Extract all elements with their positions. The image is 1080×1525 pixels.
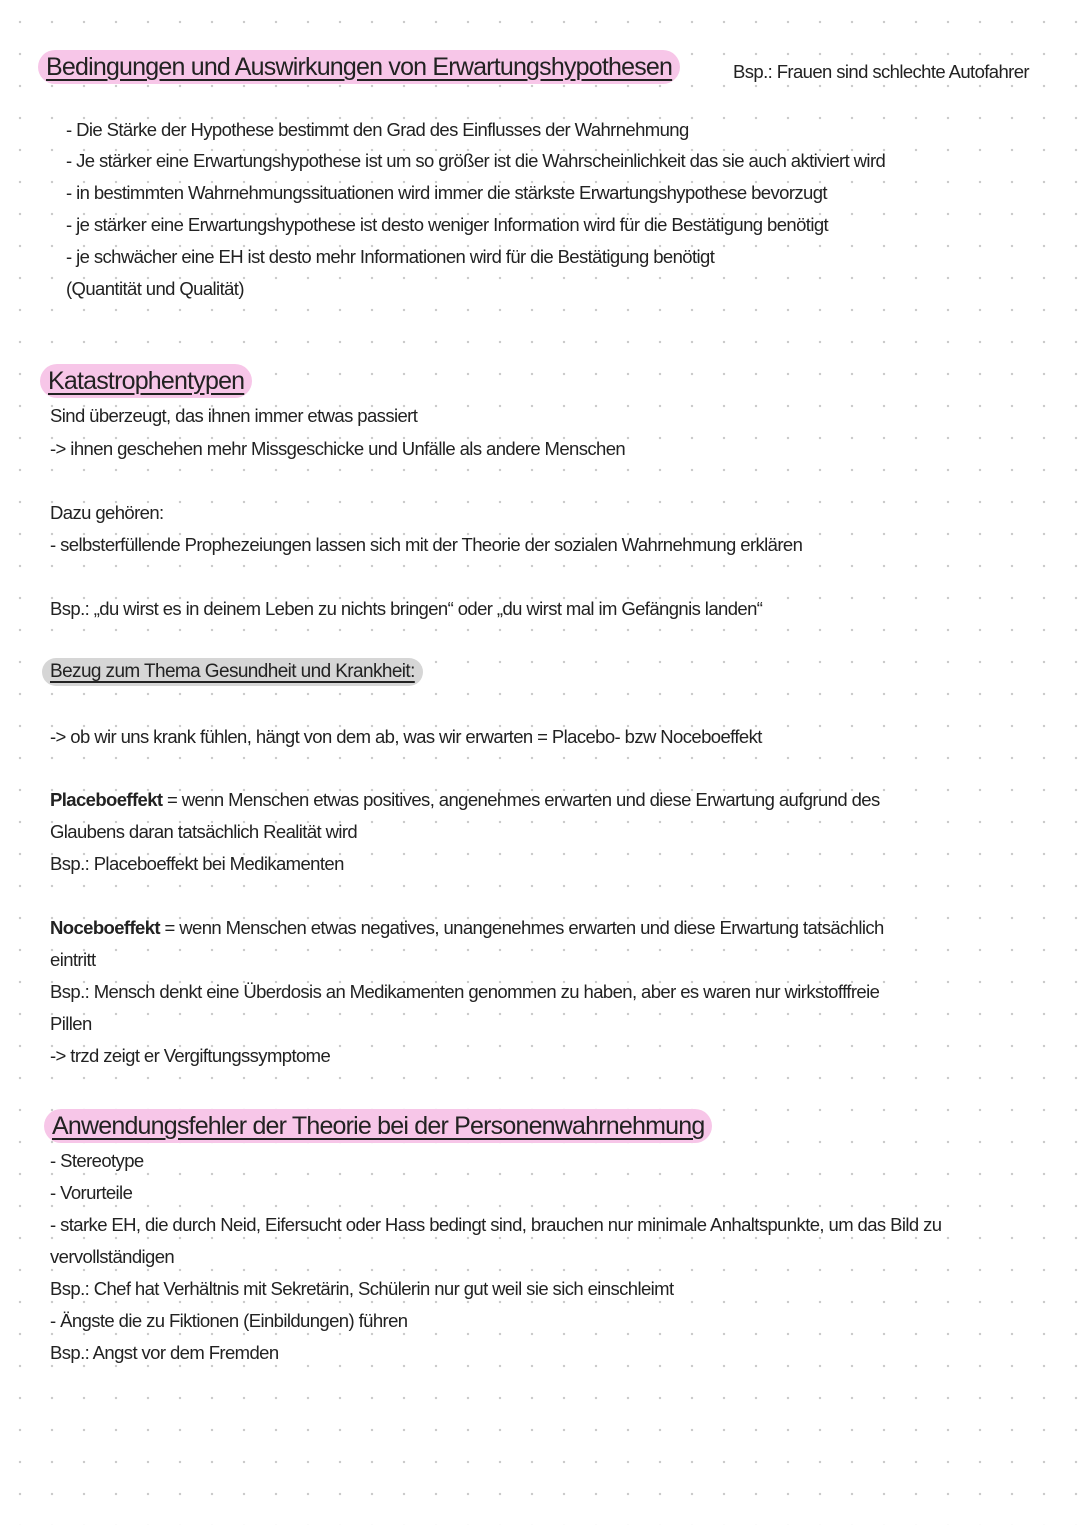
nocebo-definition bbox=[50, 914, 884, 942]
list-item: - je schwächer eine EH ist desto mehr Informationen wird für die Bestätigung benötigt bbox=[66, 246, 715, 267]
text-line: Glaubens daran tatsächlich Realität wird bbox=[50, 821, 358, 842]
list-item: - Vorurteile bbox=[50, 1182, 133, 1203]
list-item: - Stereotype bbox=[50, 1150, 144, 1171]
text-line: Dazu gehören: bbox=[50, 502, 164, 523]
list-item: - Je stärker eine Erwartungshypothese ist um so größer ist die Wahrscheinlichkeit das sie auch aktiviert wird bbox=[66, 150, 886, 171]
text-line: Bsp.: Placeboeffekt bei Medikamenten bbox=[50, 853, 344, 874]
placebo-term: Placeboeffekt bbox=[50, 789, 163, 810]
heading-bedingungen: Bedingungen und Auswirkungen von Erwartungshypothesen bbox=[38, 50, 680, 84]
heading-anwendungsfehler: Anwendungsfehler der Theorie bei der Personenwahrnehmung bbox=[44, 1109, 712, 1143]
text-line: Bsp.: Mensch denkt eine Überdosis an Medikamenten genommen zu haben, aber es waren nur wirkstofffreie bbox=[50, 981, 880, 1002]
text-line: vervollständigen bbox=[50, 1246, 175, 1267]
definition-text: = wenn Menschen etwas negatives, unangenehmes erwarten und diese Erwartung tatsächlich bbox=[160, 917, 884, 938]
subheading-gesundheit: Bezug zum Thema Gesundheit und Krankheit: bbox=[42, 658, 423, 686]
text-line: Pillen bbox=[50, 1013, 92, 1034]
list-item: - Die Stärke der Hypothese bestimmt den Grad des Einflusses der Wahrnehmung bbox=[66, 119, 689, 140]
text-line: eintritt bbox=[50, 949, 96, 970]
list-item: - Ängste die zu Fiktionen (Einbildungen) führen bbox=[50, 1310, 408, 1331]
text-line: -> ob wir uns krank fühlen, hängt von dem ab, was wir erwarten = Placebo- bzw Noceboeffekt bbox=[50, 726, 762, 747]
list-item: (Quantität und Qualität) bbox=[66, 278, 244, 299]
heading-katastrophentypen: Katastrophentypen bbox=[40, 364, 252, 398]
list-item: - in bestimmten Wahrnehmungssituationen wird immer die stärkste Erwartungshypothese bevorzugt bbox=[66, 182, 827, 203]
text-line: Bsp.: Angst vor dem Fremden bbox=[50, 1342, 279, 1363]
example-note: Bsp.: Frauen sind schlechte Autofahrer bbox=[733, 61, 1029, 82]
placebo-definition bbox=[50, 786, 880, 814]
text-line: Bsp.: „du wirst es in deinem Leben zu nichts bringen“ oder „du wirst mal im Gefängnis landen“ bbox=[50, 598, 763, 619]
text-line: -> ihnen geschehen mehr Missgeschicke und Unfälle als andere Menschen bbox=[50, 438, 626, 459]
nocebo-term: Noceboeffekt bbox=[50, 917, 160, 938]
text-line: Bsp.: Chef hat Verhältnis mit Sekretärin, Schülerin nur gut weil sie sich einschleimt bbox=[50, 1278, 674, 1299]
text-line: - selbsterfüllende Prophezeiungen lassen sich mit der Theorie der sozialen Wahrnehmung erklären bbox=[50, 534, 803, 555]
definition-text: = wenn Menschen etwas positives, angenehmes erwarten und diese Erwartung aufgrund des bbox=[162, 789, 880, 810]
list-item: - je stärker eine Erwartungshypothese ist desto weniger Information wird für die Bestätigung benötigt bbox=[66, 214, 829, 235]
text-line: Sind überzeugt, das ihnen immer etwas passiert bbox=[50, 405, 418, 426]
list-item: - starke EH, die durch Neid, Eifersucht oder Hass bedingt sind, brauchen nur minimale Anhaltspunkte, um das Bild zu bbox=[50, 1214, 942, 1235]
text-line: -> trzd zeigt er Vergiftungssymptome bbox=[50, 1045, 331, 1066]
